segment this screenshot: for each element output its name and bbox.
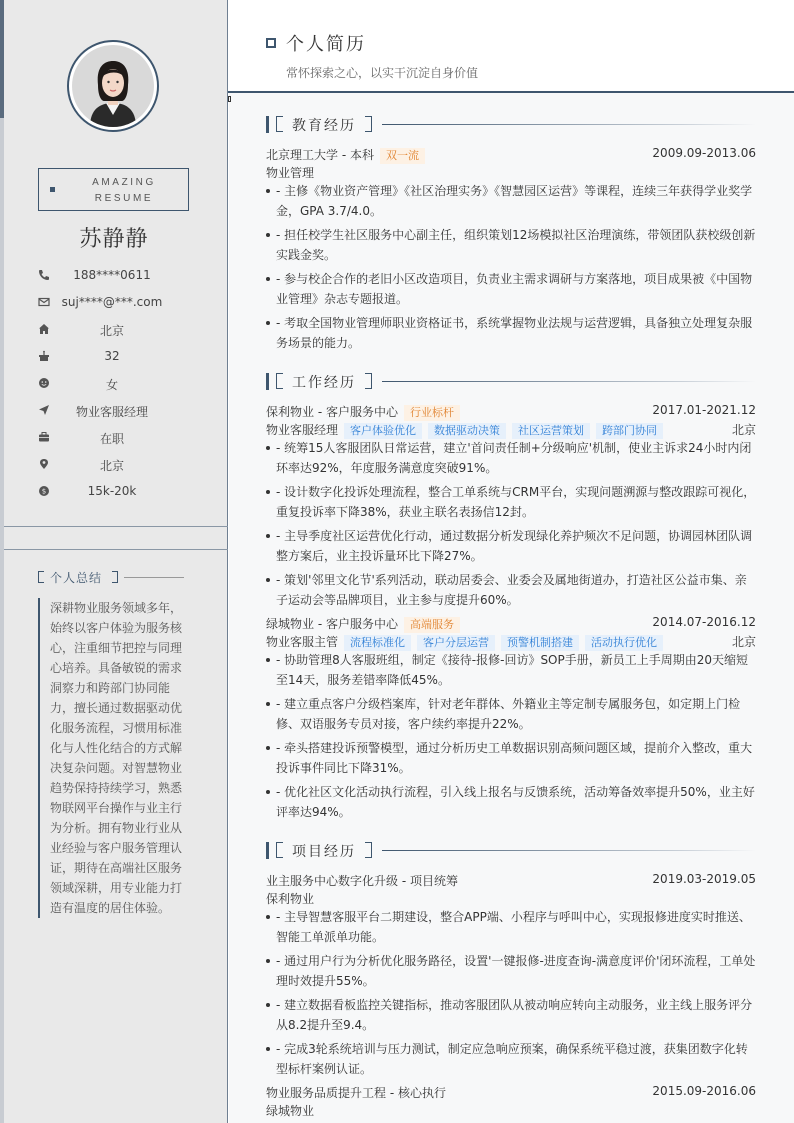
company-tag: 高端服务 (404, 617, 460, 633)
bracket-left (38, 571, 44, 583)
list-item: - 建立重点客户分级档案库，针对老年群体、外籍业主等定制专属服务包，如定期上门检修、双语服务专员对接，客户续约率提升22%。 (266, 694, 756, 734)
summary-text: 深耕物业服务领域多年，始终以客户体验为服务核心，注重细节把控与同理心培养。具备敏锐的需求洞察力和跨部门协同能力，擅长通过数据驱动优化服务流程，习惯用标准化与人性化结合的方式解决复杂问题。对智慧物业趋势保持持续学习，熟悉物联网平台操作与业主行为分析。拥有物业行业从业经验与客户服务管理认证，期待在高端社区服务领域深耕，用专业能力打造有温度的居住体验。 (38, 598, 188, 918)
list-item: - 统筹15人客服团队日常运营，建立'首问责任制+分级响应'机制，使业主诉求24小时内闭环率达92%，年度服务满意度突破91%。 (266, 438, 756, 478)
location-icon (38, 458, 50, 470)
job-position: 物业客服经理 (266, 423, 339, 437)
list-item: - 协助管理8人客服班组，制定《接待-报修-回访》SOP手册，新员工上手周期由20天缩短至14天，服务差错率降低45%。 (266, 650, 756, 690)
page-subtitle: 常怀探索之心，以实干沉淀自身价值 (286, 66, 479, 80)
section-education-heading (266, 115, 756, 135)
list-item: - 通过用户行为分析优化服务路径，设置'一键报修-进度查询-满意度评价'闭环流程，工单处理时效提升55%。 (266, 951, 756, 991)
company-name: 绿城物业 - 客户服务中心 (266, 617, 398, 631)
section-work-heading (266, 372, 756, 392)
resume-label-box (38, 168, 189, 211)
bracket-right (365, 116, 372, 132)
job-header (266, 615, 756, 633)
list-item: - 完成3轮系统培训与压力测试，制定应急响应预案，确保系统平稳过渡，获集团数字化转型标杆案例认证。 (266, 1039, 756, 1079)
section-rule (382, 850, 756, 851)
bracket-left (276, 116, 283, 132)
list-item: - 主导季度社区运营优化行动，通过数据分析发现绿化养护频次不足问题，协调园林团队调整方案后，业主投诉量环比下降27%。 (266, 526, 756, 566)
sidebar-divider (4, 549, 228, 550)
job-position: 物业客服主管 (266, 635, 339, 649)
project-org-row (266, 890, 756, 908)
school-name: 北京理工大学 - 本科 (266, 148, 374, 162)
title-marker (266, 38, 276, 48)
skill-tag: 数据驱动决策 (428, 423, 506, 439)
send-icon (38, 404, 50, 416)
skill-tag: 客户体验优化 (344, 423, 422, 439)
list-item: - 优化社区文化活动执行流程，引入线上报名与反馈系统，活动筹备效率提升50%，业主好评率达94%。 (266, 782, 756, 822)
education-date: 2009.09-2013.06 (652, 146, 756, 160)
section-title: 教育经历 (292, 118, 356, 134)
project-org-row (266, 1102, 756, 1120)
avatar-portrait (72, 45, 154, 127)
project-name: 物业服务品质提升工程 - 核心执行 (266, 1086, 446, 1100)
info-age (0, 347, 228, 367)
info-phone (0, 266, 228, 286)
section-rule (382, 381, 756, 382)
bracket-left (276, 373, 283, 389)
bracket-left (276, 842, 283, 858)
page-title: 个人简历 (286, 34, 366, 55)
job-date: 2014.07-2016.12 (652, 615, 756, 629)
info-status (0, 428, 228, 448)
job-role-row (266, 421, 756, 439)
location-value: 北京 (99, 459, 124, 473)
list-item: - 牵头搭建投诉预警模型，通过分析历史工单数据识别高频问题区域，提前介入整改，重大投诉事件同比下降31%。 (266, 738, 756, 778)
education-header (266, 146, 756, 164)
resume-label-marker (50, 187, 55, 192)
job-role-row (266, 633, 756, 651)
resume-label-line-1: AMAZING (92, 177, 156, 188)
phone-value: 188****0611 (73, 268, 151, 282)
project-date: 2019.03-2019.05 (652, 872, 756, 886)
resume-label (69, 175, 179, 207)
skill-tag: 客户分层运营 (417, 635, 495, 651)
sidebar-divider (4, 526, 228, 527)
sidebar-edge-accent (0, 0, 4, 118)
age-value: 32 (104, 349, 120, 363)
salary-icon (38, 485, 50, 497)
info-salary (0, 482, 228, 502)
list-item: - 主修《物业资产管理》《社区治理实务》《智慧园区运营》等课程，连续三年获得学业奖学金，GPA 3.7/4.0。 (266, 181, 756, 221)
project-name: 业主服务中心数字化升级 - 项目统筹 (266, 874, 458, 888)
email-value: suj****@***.com (61, 295, 163, 309)
cake-icon (38, 350, 50, 362)
candidate-name: 苏静静 (79, 227, 149, 252)
home-value: 北京 (99, 324, 124, 338)
list-item: - 策划'邻里文化节'系列活动，联动居委会、业委会及属地街道办，打造社区公益市集、亲子运动会等品牌项目，业主参与度提升60%。 (266, 570, 756, 610)
bracket-right (365, 373, 372, 389)
list-item: - 参与校企合作的老旧小区改造项目，负责业主需求调研与方案落地，项目成果被《中国物业管理》杂志专题报道。 (266, 269, 756, 309)
section-bar (266, 842, 269, 859)
status-value: 在职 (99, 432, 124, 446)
sidebar (0, 0, 228, 1123)
section-title: 工作经历 (292, 375, 356, 391)
sidebar-edge (0, 0, 4, 1123)
summary-title: 个人总结 (50, 571, 103, 585)
briefcase-icon (38, 431, 50, 443)
project-date: 2015.09-2016.06 (652, 1084, 756, 1098)
gender-icon (38, 377, 50, 389)
bracket-right (112, 571, 118, 583)
skill-tag: 活动执行优化 (585, 635, 663, 651)
list-item: - 设计数字化投诉处理流程，整合工单系统与CRM平台，实现问题溯源与整改跟踪可视化，重复投诉率下降38%，获业主联名表扬信12封。 (266, 482, 756, 522)
section-bar (266, 116, 269, 133)
email-icon (38, 296, 50, 308)
list-item: - 担任校学生社区服务中心副主任，组织策划12场模拟社区治理演练，带领团队获校级创新实践金奖。 (266, 225, 756, 265)
summary-title-rule (124, 577, 184, 578)
salary-value: 15k-20k (87, 484, 137, 498)
resume-label-line-2: RESUME (94, 193, 154, 204)
skill-tag: 社区运营策划 (512, 423, 590, 439)
job-city: 北京 (731, 423, 756, 437)
info-position (0, 401, 228, 421)
home-icon (38, 323, 50, 335)
job-header (266, 403, 756, 421)
project-org: 保利物业 (266, 892, 315, 906)
company-name: 保利物业 - 客户服务中心 (266, 405, 398, 419)
svg-text:$: $ (41, 487, 47, 496)
project-header (266, 1084, 756, 1102)
major: 物业管理 (266, 166, 315, 180)
header-rule (228, 91, 794, 93)
info-location (0, 455, 228, 475)
bracket-right (365, 842, 372, 858)
list-item: - 考取全国物业管理师职业资格证书，系统掌握物业法规与运营逻辑，具备独立处理复杂服务场景的能力。 (266, 313, 756, 353)
list-item: - 主导智慧客服平台二期建设，整合APP端、小程序与呼叫中心，实现报修进度实时推送、智能工单派单功能。 (266, 907, 756, 947)
skill-tag: 预警机制搭建 (501, 635, 579, 651)
education-major-row (266, 164, 756, 182)
job-date: 2017.01-2021.12 (652, 403, 756, 417)
list-item: - 建立数据看板监控关键指标，推动客服团队从被动响应转向主动服务，业主线上服务评分从8.2提升至9.4。 (266, 995, 756, 1035)
avatar (67, 40, 159, 132)
section-bar (266, 373, 269, 390)
position-value: 物业客服经理 (75, 405, 148, 419)
info-gender (0, 374, 228, 394)
phone-icon (38, 269, 50, 281)
section-title: 项目经历 (292, 844, 356, 860)
section-projects-heading (266, 841, 756, 861)
info-home (0, 320, 228, 340)
info-email (0, 293, 228, 313)
skill-tag: 跨部门协同 (596, 423, 663, 439)
header-mark (228, 96, 231, 102)
school-tag: 双一流 (380, 148, 425, 164)
skill-tag: 流程标准化 (344, 635, 411, 651)
project-org: 绿城物业 (266, 1104, 315, 1118)
section-rule (382, 124, 756, 125)
job-city: 北京 (731, 635, 756, 649)
gender-value: 女 (105, 378, 118, 392)
project-header (266, 872, 756, 890)
company-tag: 行业标杆 (404, 405, 460, 421)
